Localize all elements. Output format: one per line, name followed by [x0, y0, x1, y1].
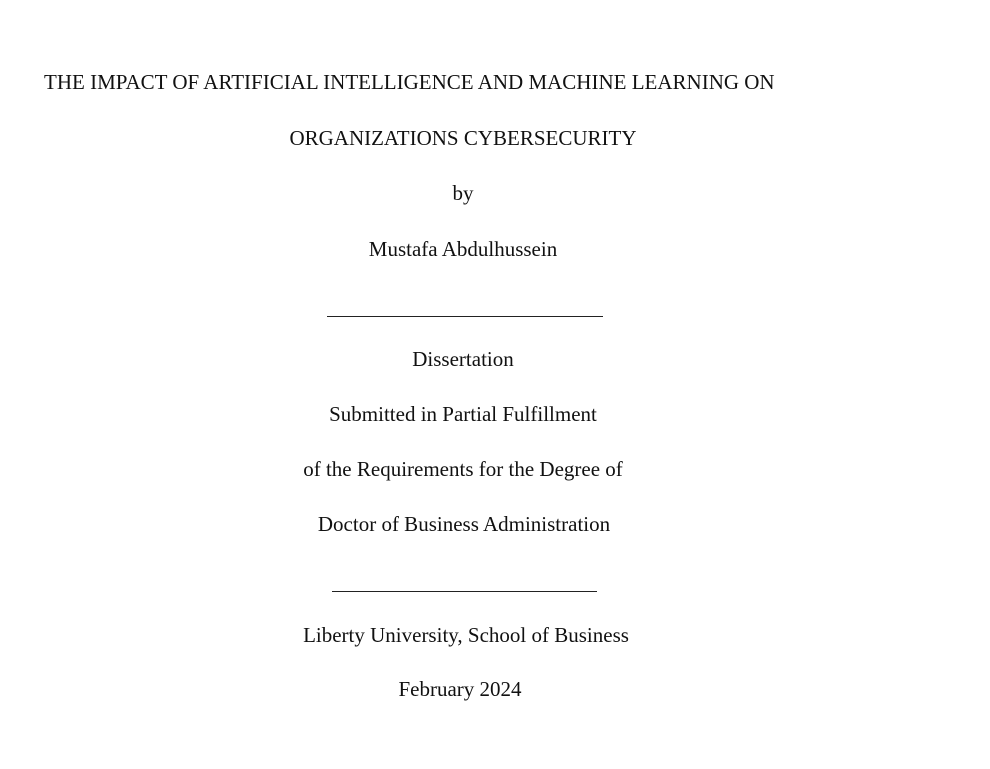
title-line-1: THE IMPACT OF ARTIFICIAL INTELLIGENCE AND MACHINE LEARNING ON [44, 70, 775, 94]
document-type: Dissertation [412, 347, 514, 371]
institution: Liberty University, School of Business [303, 623, 629, 647]
separator-rule-bottom [332, 591, 597, 592]
degree-name: Doctor of Business Administration [317, 512, 611, 536]
submission-date: February 2024 [398, 677, 522, 701]
submission-line-1: Submitted in Partial Fulfillment [329, 402, 597, 426]
submission-line-2: of the Requirements for the Degree of [303, 457, 623, 481]
author-name: Mustafa Abdulhussein [368, 237, 558, 261]
title-line-2: ORGANIZATIONS CYBERSECURITY [289, 126, 637, 150]
separator-rule-top [327, 316, 603, 317]
by-label: by [452, 181, 474, 205]
